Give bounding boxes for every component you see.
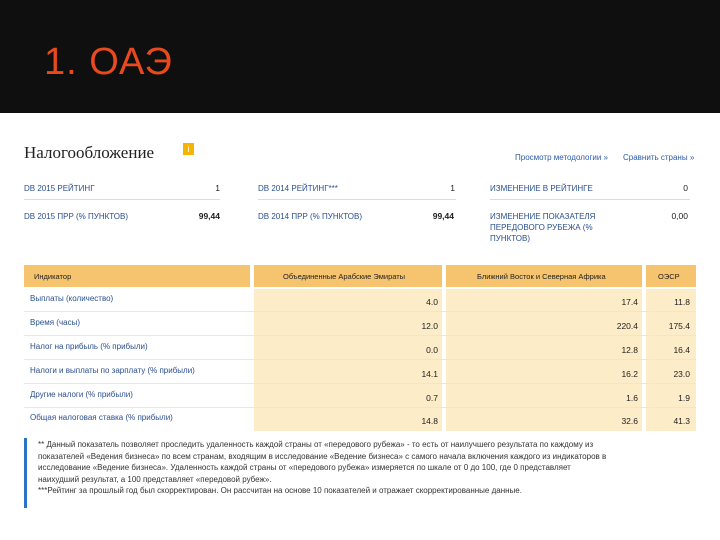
metric-value-db2014-dtf: 99,44 (432, 211, 454, 221)
methodology-link[interactable]: Просмотр методологии » (515, 153, 608, 162)
metric-value-rank-change: 0 (683, 183, 688, 193)
table-header-oecd: ОЭСР (658, 272, 680, 281)
table-row-label: Время (часы) (30, 318, 80, 327)
row-divider (24, 311, 696, 312)
table-cell-oecd: 16.4 (673, 345, 690, 355)
footnote-line: исследование «Ведение бизнеса». Удаленность каждой страны от «передового рубежа» измеряется по шкале от 0 до 100, где 0 представляет (38, 463, 571, 472)
table-cell-uae: 0.7 (426, 393, 438, 403)
footnote-line: наихудший результат, а 100 представляет «передовой рубеж». (38, 474, 272, 484)
table-cell-uae: 12.0 (421, 321, 438, 331)
table-cell-oecd: 23.0 (673, 369, 690, 379)
compare-countries-link[interactable]: Сравнить страны » (623, 153, 695, 162)
row-divider (24, 407, 696, 408)
slide-content (0, 113, 720, 540)
section-title: Налогообложение (24, 143, 155, 162)
footnote-line: ** Данный показатель позволяет проследить удаленность каждой страны от «передового рубежа» - то есть от наилучшего результата по каждому из (38, 440, 594, 449)
table-row-label: Другие налоги (% прибыли) (30, 390, 133, 399)
info-icon[interactable]: i (183, 143, 194, 155)
metric-label-db2014-rank: DB 2014 РЕЙТИНГ*** (258, 184, 338, 193)
table-cell-mena: 16.2 (621, 369, 638, 379)
metric-label-rank-change: ИЗМЕНЕНИЕ В РЕЙТИНГЕ (490, 184, 593, 193)
row-divider (24, 383, 696, 384)
divider (258, 199, 456, 200)
metric-label-db2014-dtf: DB 2014 ПРР (% ПУНКТОВ) (258, 212, 363, 221)
table-row-label: Налог на прибыль (% прибыли) (30, 342, 148, 351)
divider (490, 199, 690, 200)
metric-value-dtf-change: 0,00 (671, 211, 688, 221)
table-cell-oecd: 1.9 (678, 393, 690, 403)
footnote (38, 439, 694, 497)
table-cell-uae: 14.8 (421, 416, 438, 426)
row-divider (24, 335, 696, 336)
table-row-label: Выплаты (количество) (30, 294, 114, 303)
metric-value-db2015-dtf: 99,44 (198, 211, 220, 221)
table-cell-mena: 12.8 (621, 345, 638, 355)
divider (24, 199, 220, 200)
table-row-label: Общая налоговая ставка (% прибыли) (30, 413, 173, 422)
table-header-indicator: Индикатор (34, 272, 72, 281)
table-cell-mena: 17.4 (621, 297, 638, 307)
table-cell-oecd: 175.4 (668, 321, 690, 331)
footnote-accent-bar (24, 438, 27, 508)
table-cell-mena: 32.6 (621, 416, 638, 426)
table-cell-uae: 4.0 (426, 297, 438, 307)
metric-label-dtf-change: ИЗМЕНЕНИЕ ПОКАЗАТЕЛЯ ПЕРЕДОВОГО РУБЕЖА (% ПУНКТОВ) (490, 212, 596, 243)
table-cell-mena: 1.6 (626, 393, 638, 403)
table-cell-uae: 0.0 (426, 345, 438, 355)
metric-label-db2015-dtf: DB 2015 ПРР (% ПУНКТОВ) (24, 212, 129, 221)
table-cell-oecd: 41.3 (673, 416, 690, 426)
table-header-uae: Объединенные Арабские Эмираты (283, 272, 406, 281)
metric-label-db2015-rank: DB 2015 РЕЙТИНГ (24, 184, 95, 193)
table-header-mena: Ближний Восток и Северная Африка (477, 272, 606, 281)
table-row-label: Налоги и выплаты по зарплату (% прибыли) (30, 366, 195, 375)
row-divider (24, 359, 696, 360)
table-cell-mena: 220.4 (616, 321, 638, 331)
table-cell-uae: 14.1 (421, 369, 438, 379)
metric-value-db2015-rank: 1 (215, 183, 220, 193)
footnote-line: показателей «Ведения бизнеса» по всем странам, входящим в исследование «Ведение бизнеса» с самого начала включения каждого из индикаторов в (38, 451, 607, 461)
footnote-line: ***Рейтинг за прошлый год был скорректирован. Он рассчитан на основе 10 показателей и отражает скорректированные данные. (38, 486, 522, 495)
table-cell-oecd: 11.8 (674, 297, 690, 307)
slide-title: 1. ОАЭ (44, 41, 173, 83)
metric-value-db2014-rank: 1 (450, 183, 455, 193)
